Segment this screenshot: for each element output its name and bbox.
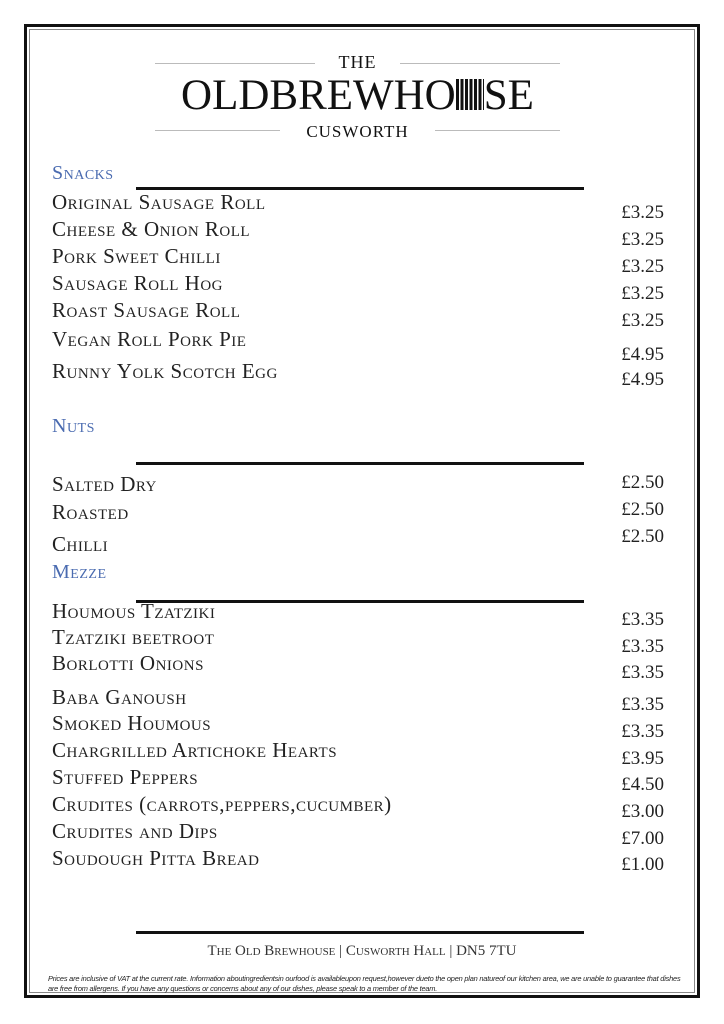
logo-main — [155, 72, 560, 120]
menu-item-price: £7.00 — [621, 828, 664, 849]
menu-item-name: Runny Yolk Scotch Egg — [52, 359, 278, 383]
logo-cusworth: CUSWORTH — [306, 122, 409, 141]
section-title-nuts: Nuts — [52, 415, 95, 437]
menu-item-name: Salted Dry — [52, 472, 157, 496]
menu-item-price: £3.35 — [621, 609, 664, 630]
menu-item-price: £3.35 — [621, 662, 664, 683]
menu-item-price: £3.25 — [621, 283, 664, 304]
menu-item-name: Pork Sweet Chilli — [52, 244, 221, 268]
menu-item-price: £4.95 — [621, 344, 664, 365]
menu-item-price: £3.95 — [621, 748, 664, 769]
menu-item-price: £4.50 — [621, 774, 664, 795]
menu-item-price: £3.25 — [621, 256, 664, 277]
menu-item-name: Cheese & Onion Roll — [52, 217, 251, 241]
menu-item-price: £4.95 — [621, 369, 664, 390]
menu-item-price: £3.00 — [621, 801, 664, 822]
logo-main-a: OLDBREWHO — [181, 72, 456, 119]
menu-item-price: £2.50 — [621, 526, 664, 547]
footer-divider — [136, 931, 584, 934]
menu-item-name: Stuffed Peppers — [52, 765, 199, 789]
menu-item-name: Borlotti Onions — [52, 651, 204, 675]
section-title-mezze: Mezze — [52, 561, 107, 583]
menu-item-name: Tzatziki beetroot — [52, 625, 215, 649]
menu-item-name: Original Sausage Roll — [52, 190, 266, 214]
menu-item-name: Baba Ganoush — [52, 685, 187, 709]
menu-item-name: Crudites (carrots,peppers,cucumber) — [52, 792, 392, 816]
logo-main-b: SE — [483, 72, 534, 119]
menu-item-name: Roast Sausage Roll — [52, 298, 241, 322]
section-divider — [136, 462, 584, 465]
menu-item-price: £2.50 — [621, 472, 664, 493]
menu-item-name: Vegan Roll Pork Pie — [52, 327, 247, 351]
footer-address: The Old Brewhouse | Cusworth Hall | DN5 7TU — [207, 943, 517, 959]
menu-item-price: £1.00 — [621, 854, 664, 875]
menu-item-price: £3.25 — [621, 202, 664, 223]
menu-item-name: Soudough Pitta Bread — [52, 846, 260, 870]
menu-item-name: Houmous Tzatziki — [52, 599, 216, 623]
menu-item-name: Roasted — [52, 500, 129, 524]
menu-item-name: Crudites and Dips — [52, 819, 218, 843]
menu-item-name: Sausage Roll Hog — [52, 271, 224, 295]
menu-item-price: £3.35 — [621, 721, 664, 742]
menu-item-name: Chilli — [52, 532, 109, 556]
menu-item-name: Smoked Houmous — [52, 711, 212, 735]
menu-item-price: £2.50 — [621, 499, 664, 520]
logo-the: THE — [338, 52, 377, 72]
menu-item-price: £3.25 — [621, 229, 664, 250]
menu-item-price: £3.35 — [621, 636, 664, 657]
logo-bars-icon — [456, 79, 484, 110]
allergen-disclaimer: Prices are inclusive of VAT at the current rate. Information aboutingredientsin ourfood is availableupon request,however dueto the open plan natureof our kitchen area, we are unable to guarantee that dishes are free from allergens. If you have any questions or concerns about any of our dishes, please speak to a member of the team. — [48, 974, 681, 993]
section-title-snacks: Snacks — [52, 162, 114, 184]
menu-item-name: Chargrilled Artichoke Hearts — [52, 738, 338, 762]
menu-item-price: £3.25 — [621, 310, 664, 331]
menu-item-price: £3.35 — [621, 694, 664, 715]
logo — [155, 52, 560, 147]
